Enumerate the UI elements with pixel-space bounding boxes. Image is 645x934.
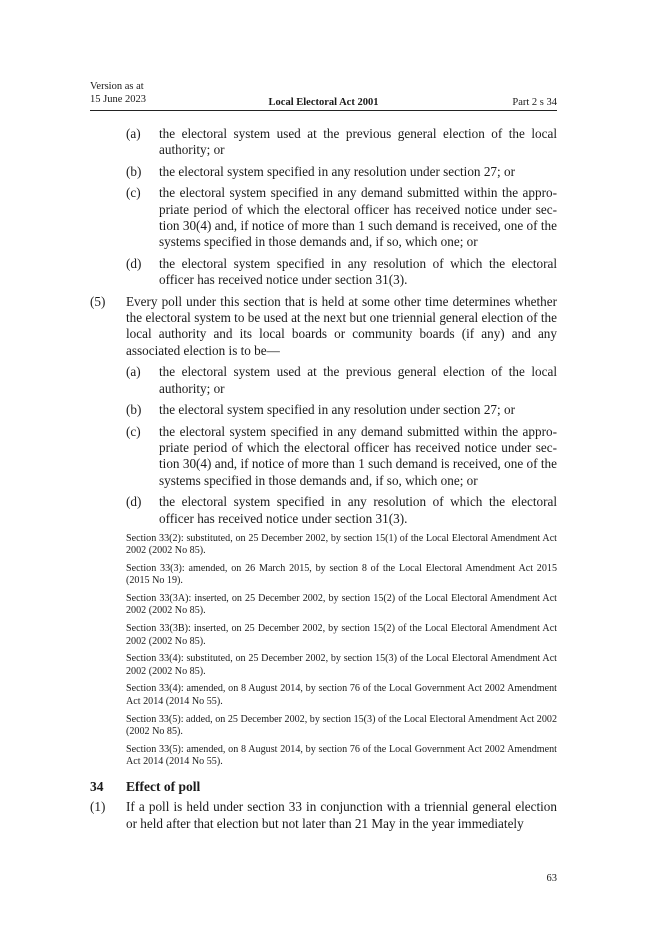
paragraph-text: the electoral system specified in any resolution of which the electoral officer has received notice under section 31(3). xyxy=(159,494,557,526)
paragraph-text: the electoral system specified in any resolution under section 27; or xyxy=(159,402,515,418)
header-rule xyxy=(90,110,557,111)
version-label: Version as at xyxy=(90,81,144,92)
version-date: 15 June 2023 xyxy=(90,93,146,105)
paragraph-label: (d) xyxy=(126,255,142,271)
paragraph-text: the electoral system specified in any demand submitted within the appropriate period of which the electoral officer has received notice under section 30(4) and, if notice of more than 1 such demand is received, one of the systems specified in those demands and, if so, which one; or xyxy=(159,423,557,488)
history-note: Section 33(4): substituted, on 25 December 2002, by section 15(3) of the Local Electoral Amendment Act 2002 (2002 No 85). xyxy=(126,653,557,677)
paragraph-text: the electoral system specified in any resolution under section 27; or xyxy=(159,163,515,179)
page-body xyxy=(90,126,557,837)
paragraph-label: (b) xyxy=(126,163,142,179)
subsection-label: (5) xyxy=(90,293,106,309)
subsection-4-paragraphs xyxy=(90,126,557,289)
history-note: Section 33(4): amended, on 8 August 2014, by section 76 of the Local Government Act 2002 Amendment Act 2014 (2014 No 55). xyxy=(126,683,557,707)
paragraph-label: (b) xyxy=(126,402,142,418)
paragraph-label: (a) xyxy=(126,126,141,141)
subsection-5 xyxy=(90,294,557,360)
paragraph-a xyxy=(90,126,557,159)
paragraph-label: (c) xyxy=(126,423,141,439)
history-note: Section 33(2): substituted, on 25 December 2002, by section 15(1) of the Local Electoral Amendment Act 2002 (2002 No 85). xyxy=(126,532,557,557)
paragraph-text: the electoral system specified in any demand submitted within the appropriate period of which the electoral officer has received notice under section 30(4) and, if notice of more than 1 such demand is received, one of the systems specified in those demands and, if so, which one; or xyxy=(159,185,557,250)
section-34-heading xyxy=(90,778,557,795)
subsection-text: If a poll is held under section 33 in conjunction with a triennial general election or held after that election but not later than 21 May in the year immediately xyxy=(126,799,557,831)
paragraph-label: (c) xyxy=(126,185,141,201)
history-notes xyxy=(90,533,557,768)
paragraph-label: (a) xyxy=(126,364,141,380)
paragraph-c xyxy=(90,424,557,490)
paragraph-a xyxy=(90,364,557,397)
paragraph-b xyxy=(90,402,557,418)
part-reference: Part 2 s 34 xyxy=(512,96,557,108)
section-title: Effect of poll xyxy=(126,779,201,795)
subsection-text: Every poll under this section that is held at some other time determines whether the electoral system to be used at the next but one triennial general election of the local authority and its local boards or community boards (if any) and any associated election is to be— xyxy=(126,293,557,358)
running-header xyxy=(90,81,557,111)
paragraph-b xyxy=(90,164,557,180)
history-note: Section 33(5): added, on 25 December 2002, by section 15(3) of the Local Electoral Amendment Act 2002 (2002 No 85). xyxy=(126,713,557,737)
history-note: Section 33(3): amended, on 26 March 2015, by section 8 of the Local Electoral Amendment Act 2015 (2015 No 19). xyxy=(126,563,557,587)
paragraph-text: the electoral system used at the previous general election of the local authority; or xyxy=(159,126,557,158)
section-number: 34 xyxy=(90,779,104,795)
act-title: Local Electoral Act 2001 xyxy=(268,96,379,108)
history-note: Section 33(3B): inserted, on 25 December 2002, by section 15(2) of the Local Electoral Amendment Act 2002 (2002 No 85). xyxy=(126,623,557,647)
subsection-1 xyxy=(90,799,557,832)
history-note: Section 33(5): amended, on 8 August 2014, by section 76 of the Local Government Act 2002 Amendment Act 2014 (2014 No 55). xyxy=(126,743,557,767)
history-note: Section 33(3A): inserted, on 25 December 2002, by section 15(2) of the Local Electoral Amendment Act 2002 (2002 No 85). xyxy=(126,593,557,617)
paragraph-label: (d) xyxy=(126,494,142,510)
page-number: 63 xyxy=(546,873,557,884)
paragraph-d xyxy=(90,494,557,527)
subsection-5-paragraphs xyxy=(90,364,557,527)
paragraph-c xyxy=(90,185,557,251)
paragraph-text: the electoral system used at the previous general election of the local authority; or xyxy=(159,364,557,396)
subsection-label: (1) xyxy=(90,799,106,815)
paragraph-text: the electoral system specified in any resolution of which the electoral officer has received notice under section 31(3). xyxy=(159,255,557,288)
paragraph-d xyxy=(90,256,557,289)
